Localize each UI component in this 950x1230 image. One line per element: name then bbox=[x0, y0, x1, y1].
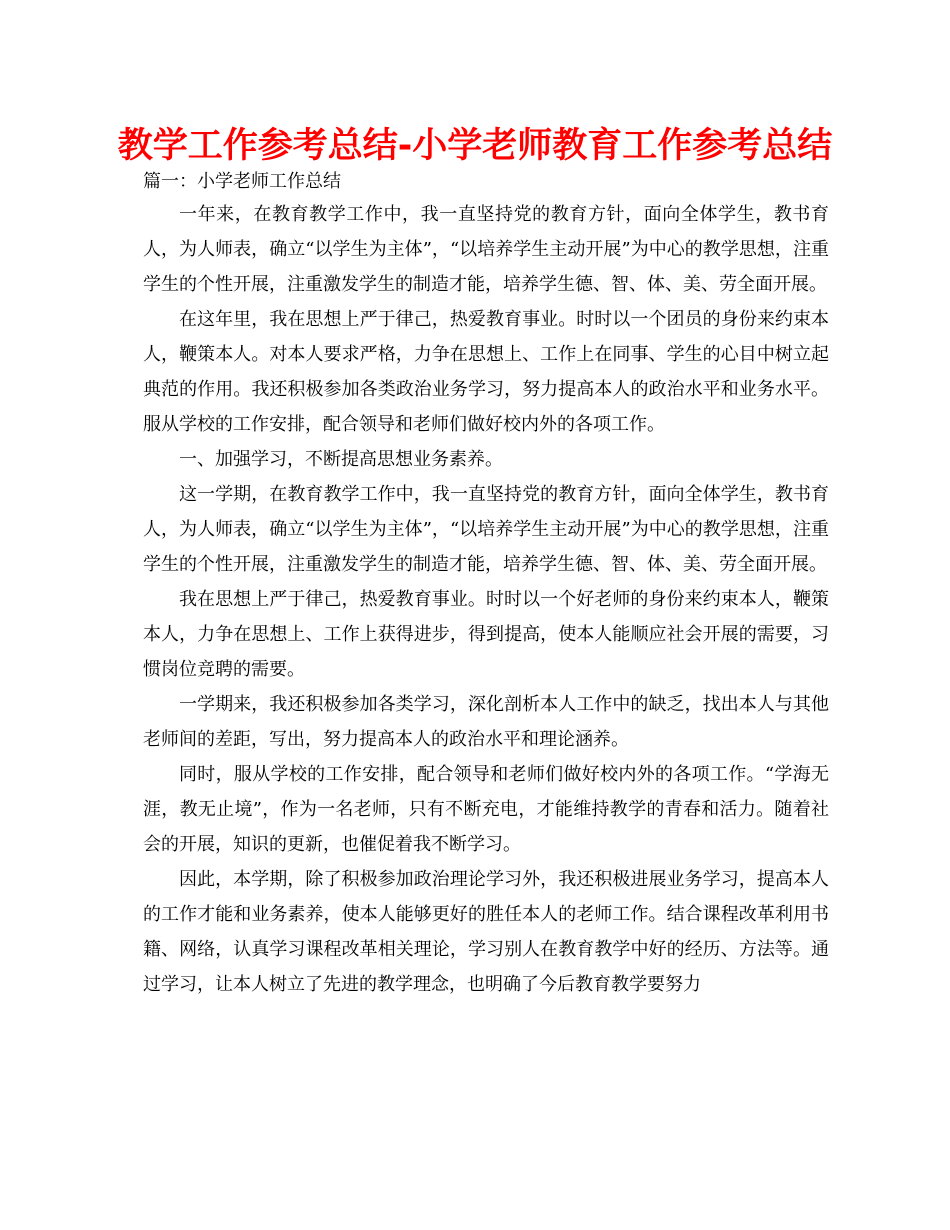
section-heading: 篇一：小学老师工作总结 bbox=[143, 171, 341, 192]
paragraph-2: 在这年里，我在思想上严于律己，热爱教育事业。时时以一个团员的身份来约束本人，鞭策本人。对本人要求严格，力争在思想上、工作上在同事、学生的心目中树立起典范的作用。我还积极参加各类政治业务学习，努力提高本人的政治水平和业务水平。服从学校的工作安排，配合领导和老师们做好校内外的各项工作。 bbox=[143, 309, 829, 435]
paragraph-3: 这一学期，在教育教学工作中，我一直坚持党的教育方针，面向全体学生，教书育人，为人师表，确立“以学生为主体”，“以培养学生主动开展”为中心的教学思想，注重学生的个性开展，注重激发学生的制造才能，培养学生德、智、体、美、劳全面开展。 bbox=[143, 484, 829, 575]
paragraph-7: 因此，本学期，除了积极参加政治理论学习外，我还积极进展业务学习，提高本人的工作才能和业务素养，使本人能够更好的胜任本人的老师工作。结合课程改革利用书籍、网络，认真学习课程改革相关理论，学习别人在教育教学中好的经历、方法等。通过学习，让本人树立了先进的教学理念，也明确了今后教育教学要努力 bbox=[143, 869, 829, 995]
paragraph-4: 我在思想上严于律己，热爱教育事业。时时以一个好老师的身份来约束本人，鞭策本人，力争在思想上、工作上获得进步，得到提高，使本人能顺应社会开展的需要，习惯岗位竞聘的需要。 bbox=[143, 589, 829, 680]
document-body bbox=[143, 197, 829, 1002]
paragraph-1: 一年来，在教育教学工作中，我一直坚持党的教育方针，面向全体学生，教书育人，为人师表，确立“以学生为主体”，“以培养学生主动开展”为中心的教学思想，注重学生的个性开展，注重激发学生的制造才能，培养学生德、智、体、美、劳全面开展。 bbox=[143, 204, 829, 295]
document-title: 教学工作参考总结-小学老师教育工作参考总结 bbox=[117, 126, 833, 166]
paragraph-5: 一学期来，我还积极参加各类学习，深化剖析本人工作中的缺乏，找出本人与其他老师间的差距，写出，努力提高本人的政治水平和理论涵养。 bbox=[143, 694, 829, 750]
paragraph-6: 同时，服从学校的工作安排，配合领导和老师们做好校内外的各项工作。“学海无涯，教无止境”，作为一名老师，只有不断充电，才能维持教学的青春和活力。随着社会的开展，知识的更新，也催促着我不断学习。 bbox=[143, 764, 829, 855]
paragraph-heading-1: 一、加强学习，不断提高思想业务素养。 bbox=[179, 449, 503, 470]
